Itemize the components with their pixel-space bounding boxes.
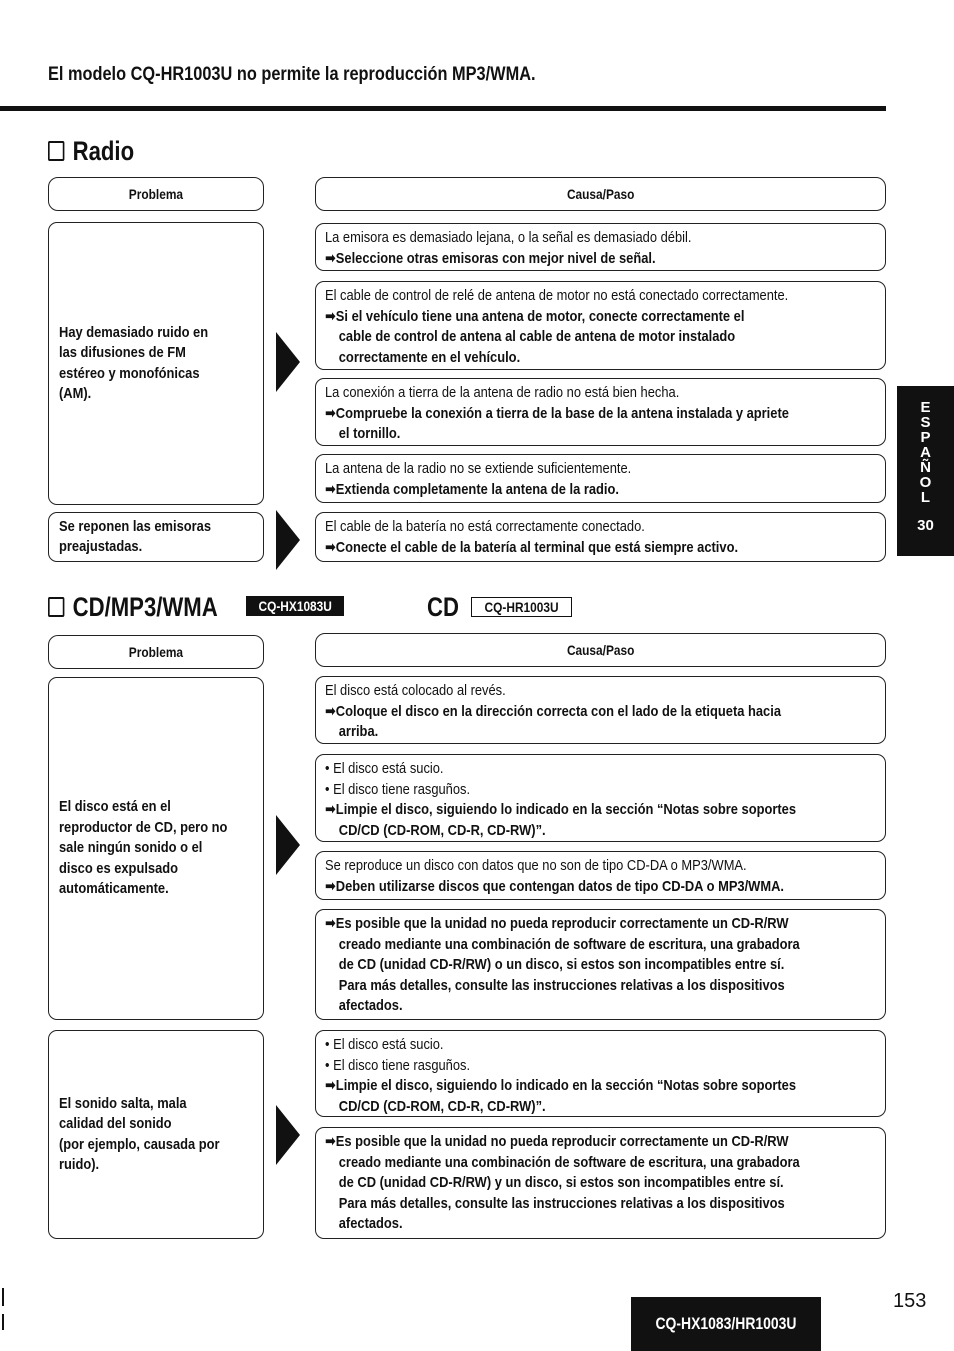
margin-mark	[2, 1288, 4, 1306]
radio-cause-1: La emisora es demasiado lejana, o la señal es demasiado débil. ➡Seleccione otras emisoras con mejor nivel de señal.	[315, 223, 886, 271]
radio-problem-1: Hay demasiado ruido en las difusiones de FM estéreo y monofónicas (AM).	[48, 222, 264, 505]
cd-cause-header: Causa/Paso	[315, 633, 886, 667]
radio-cause-header: Causa/Paso	[315, 177, 886, 211]
radio-cause-3: La conexión a tierra de la antena de radio no está bien hecha. ➡Compruebe la conexión a tierra de la base de la antena instalada y apriete el tornillo.	[315, 378, 886, 446]
cd-problem-1: El disco está en el reproductor de CD, pero no sale ningún sonido o el disco es expulsado automáticamente.	[48, 677, 264, 1020]
radio-section-title: Radio	[48, 136, 134, 167]
model-tag-hx1083u: CQ-HX1083U	[246, 596, 344, 616]
radio-cause-2: El cable de control de relé de antena de motor no está conectado correctamente. ➡Si el vehículo tiene una antena de motor, conecte correctamente el cable de control de antena al cable de antena de motor instalado correctamente en el vehículo.	[315, 281, 886, 370]
checkbox-square-icon	[48, 141, 64, 161]
page-heading: El modelo CQ-HR1003U no permite la reproducción MP3/WMA.	[48, 64, 536, 85]
footer-model-tag: CQ-HX1083/HR1003U	[631, 1297, 821, 1351]
cd-problem-header: Problema	[48, 635, 264, 669]
radio-problem-2: Se reponen las emisoras preajustadas.	[48, 512, 264, 562]
side-tab-number: 30	[917, 517, 934, 534]
radio-cause-4: La antena de la radio no se extiende suficientemente. ➡Extienda completamente la antena de la radio.	[315, 454, 886, 503]
radio-cause-5: El cable de la batería no está correctamente conectado. ➡Conecte el cable de la batería al terminal que está siempre activo.	[315, 512, 886, 562]
cd-label: CD	[427, 592, 459, 622]
cd-cause-4: ➡Es posible que la unidad no pueda reproducir correctamente un CD-R/RW creado mediante una combinación de software de escritura, una grabadora de CD (unidad CD-R/RW) o un disco, si estos son incompatibles entre sí. Para más detalles, consulte las instrucciones relativas a los dispositivos afectados.	[315, 909, 886, 1020]
cd-problem-2: El sonido salta, mala calidad del sonido (por ejemplo, causada por ruido).	[48, 1030, 264, 1239]
cd-cause-5: • El disco está sucio. • El disco tiene rasguños. ➡Limpie el disco, siguiendo lo indicado en la sección “Notas sobre soportes CD/CD (CD-ROM, CD-R, CD-RW)”.	[315, 1030, 886, 1117]
margin-mark	[2, 1314, 4, 1330]
radio-problem-header: Problema	[48, 177, 264, 211]
cd-cause-6: ➡Es posible que la unidad no pueda reproducir correctamente un CD-R/RW creado mediante una combinación de software de escritura, una grabadora de CD (unidad CD-R/RW) y un disco, si estos son incompatibles entre sí. Para más detalles, consulte las instrucciones relativas a los dispositivos afectados.	[315, 1127, 886, 1239]
model-tag-hr1003u: CQ-HR1003U	[471, 597, 572, 617]
language-side-tab: E S P A Ñ O L 30	[897, 386, 954, 556]
cd-cause-2: • El disco está sucio. • El disco tiene rasguños. ➡Limpie el disco, siguiendo lo indicado en la sección “Notas sobre soportes CD/CD (CD-ROM, CD-R, CD-RW)”.	[315, 754, 886, 842]
arrow-right-icon	[276, 332, 300, 392]
cd-cause-3: Se reproduce un disco con datos que no son de tipo CD-DA o MP3/WMA. ➡Deben utilizarse discos que contengan datos de tipo CD-DA o MP3/WMA.	[315, 851, 886, 900]
arrow-right-icon	[276, 1105, 300, 1165]
checkbox-square-icon	[48, 597, 64, 617]
cd-section-title: CD/MP3/WMA	[48, 592, 218, 623]
page-number: 153	[893, 1290, 927, 1312]
arrow-right-icon	[276, 815, 300, 875]
heading-rule	[0, 106, 886, 111]
arrow-right-icon	[276, 510, 300, 570]
cd-cause-1: El disco está colocado al revés. ➡Coloque el disco en la dirección correcta con el lado de la etiqueta hacia arriba.	[315, 676, 886, 744]
